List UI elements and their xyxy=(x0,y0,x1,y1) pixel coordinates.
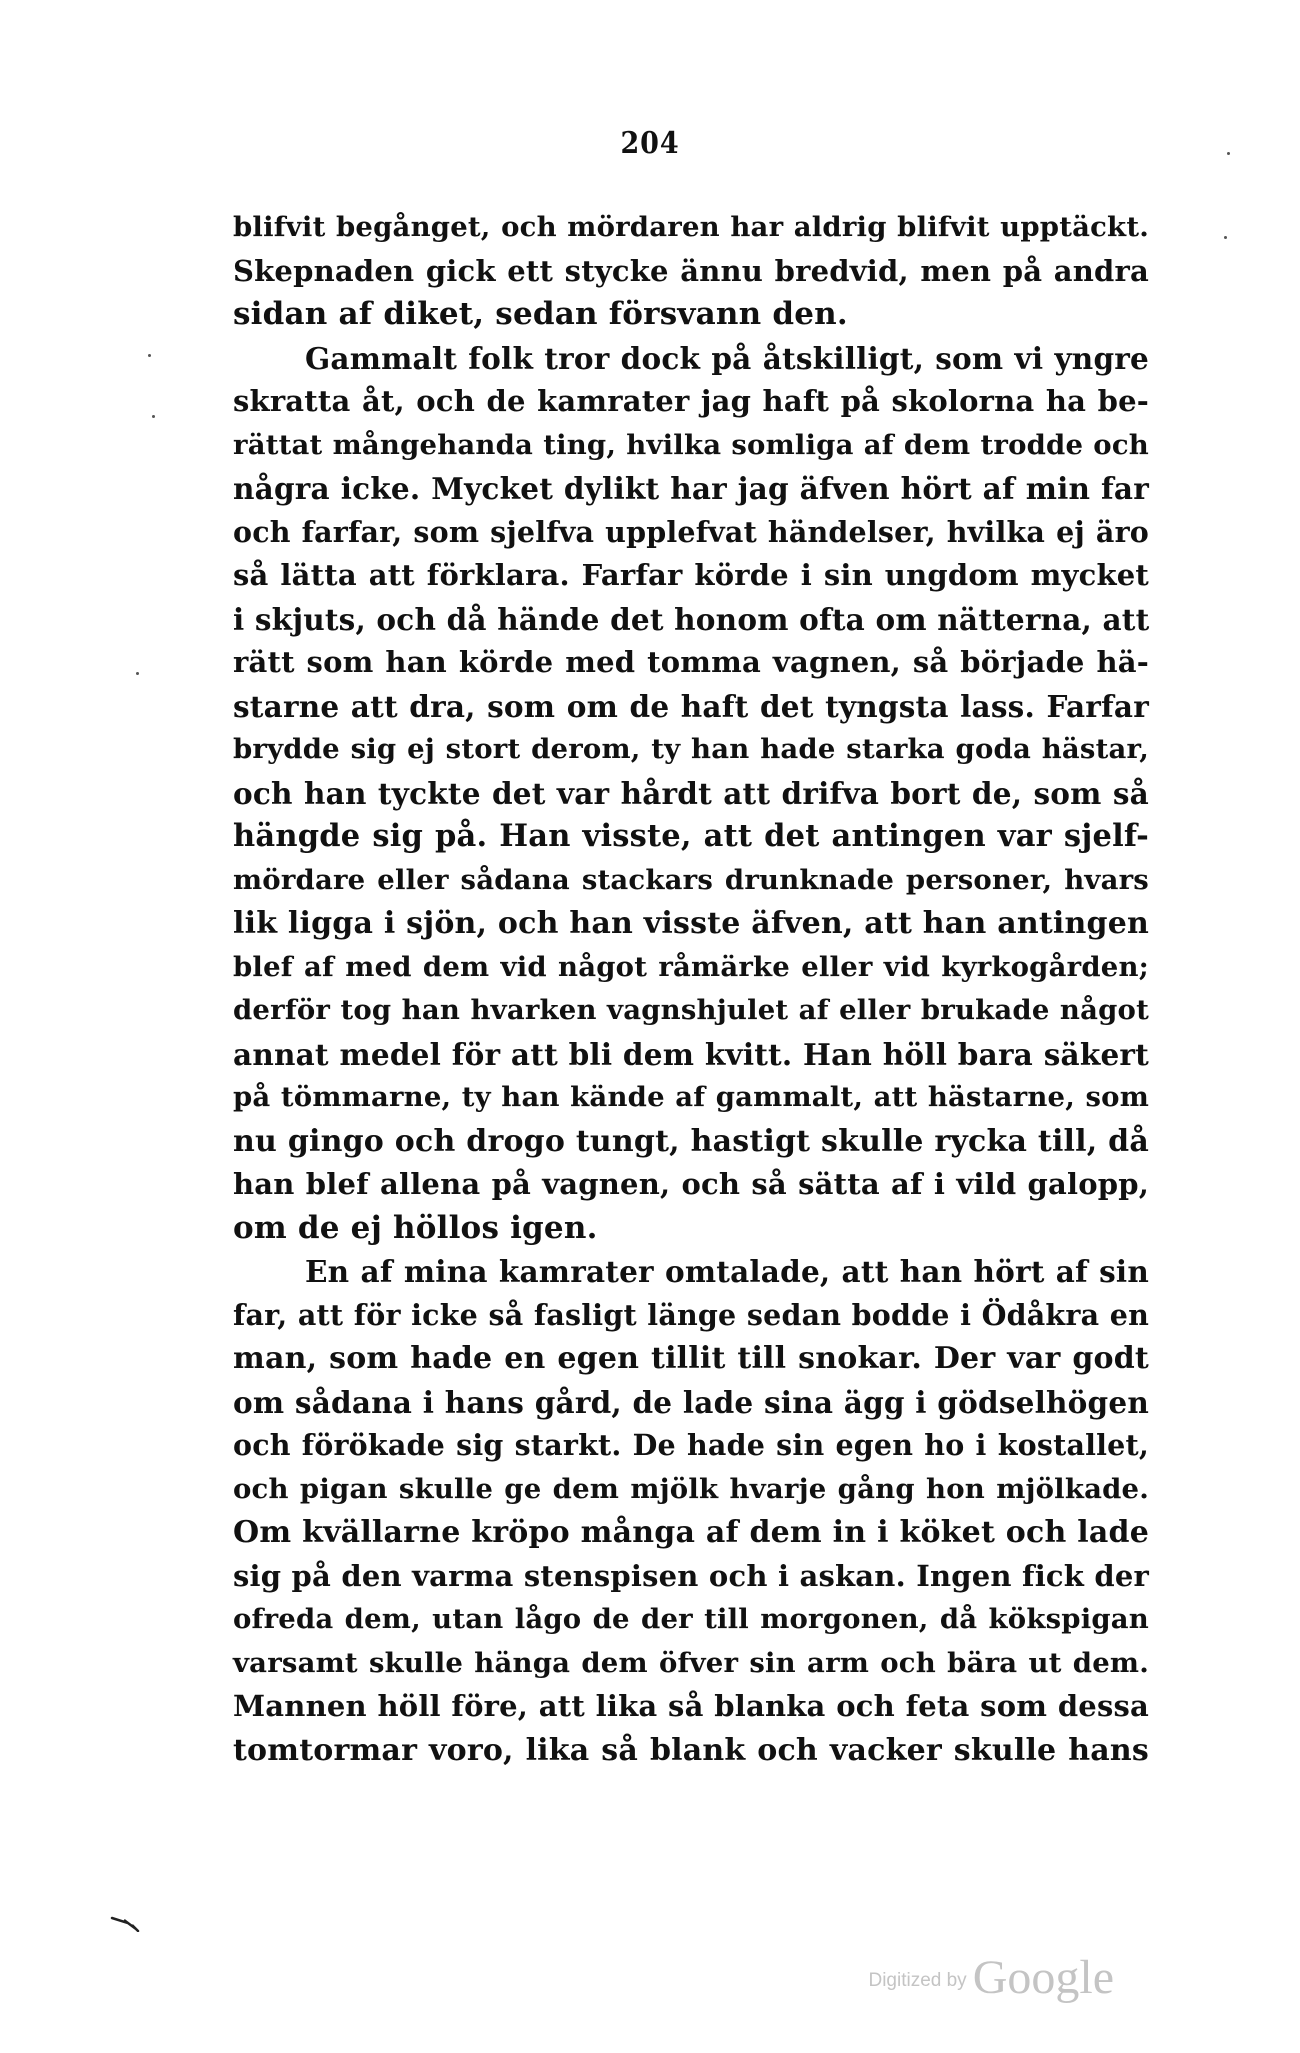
text-line: Om kvällarne kröpo många af dem in i köket och lade xyxy=(233,1515,1149,1550)
text-line: sig på den varma stenspisen och i askan. Ingen fick der xyxy=(233,1558,1149,1593)
text-line: En af mina kamrater omtalade, att han hört af sin xyxy=(305,1254,1149,1289)
paper-speck xyxy=(1224,236,1227,239)
text-line: och förökade sig starkt. De hade sin egen ho i kostallet, xyxy=(233,1428,1149,1462)
digitization-watermark xyxy=(868,1942,1114,2002)
text-line: far, att för icke så fasligt länge sedan bodde i Ödåkra en xyxy=(233,1297,1149,1332)
text-line: hängde sig på. Han visste, att det antingen var sjelf- xyxy=(233,818,1149,854)
text-line: mördare eller sådana stackars drunknade personer, hvars xyxy=(233,863,1149,896)
text-line: och han tyckte det var hårdt att drifva bort de, som så xyxy=(233,775,1149,811)
text-line: skratta åt, och de kamrater jag haft på skolorna ha be- xyxy=(233,384,1149,418)
text-line: Mannen höll före, att lika så blanka och feta som dessa xyxy=(233,1689,1149,1723)
body-text xyxy=(233,206,1149,1772)
text-line: derför tog han hvarken vagnshjulet af eller brukade något xyxy=(233,994,1149,1026)
paper-speck xyxy=(136,672,139,675)
text-line: annat medel för att bli dem kvitt. Han höll bara säkert xyxy=(233,1036,1149,1072)
text-line: om sådana i hans gård, de lade sina ägg i gödselhögen xyxy=(233,1384,1149,1420)
text-line: lik ligga i sjön, och han visste äfven, att han antingen xyxy=(233,906,1149,941)
text-line: några icke. Mycket dylikt har jag äfven hört af min far xyxy=(233,471,1149,506)
text-line: Skepnaden gick ett stycke ännu bredvid, men på andra xyxy=(233,253,1149,288)
paper-speck xyxy=(1227,152,1230,155)
text-line: man, som hade en egen tillit till snokar. Der var godt xyxy=(233,1341,1149,1376)
text-line: blifvit begånget, och mördaren har aldrig blifvit upptäckt. xyxy=(233,211,1149,243)
text-line: varsamt skulle hänga dem öfver sin arm och bära ut dem. xyxy=(233,1646,1149,1679)
stray-ink-mark xyxy=(110,1916,140,1932)
text-line: så lätta att förklara. Farfar körde i sin ungdom mycket xyxy=(233,558,1149,592)
text-line: nu gingo och drogo tungt, hastigt skulle rycka till, då xyxy=(233,1123,1149,1159)
text-line: och pigan skulle ge dem mjölk hvarje gång hon mjölkade. xyxy=(233,1472,1149,1505)
paper-speck xyxy=(148,354,151,357)
paper-speck xyxy=(152,415,155,418)
text-line: rättat mångehanda ting, hvilka somliga af dem trodde och xyxy=(233,428,1149,461)
text-line: Gammalt folk tror dock på åtskilligt, som vi yngre xyxy=(305,340,1149,376)
text-line: han blef allena på vagnen, och så sätta af i vild galopp, xyxy=(233,1167,1149,1201)
text-line: starne att dra, som om de haft det tyngsta lass. Farfar xyxy=(233,688,1149,724)
text-line: ofreda dem, utan lågo de der till morgonen, då kökspigan xyxy=(233,1603,1149,1635)
text-line: sidan af diket, sedan försvann den. xyxy=(233,296,848,332)
watermark-prefix: Digitized by xyxy=(868,1970,967,1991)
text-line: blef af med dem vid något råmärke eller vid kyrkogården; xyxy=(233,950,1149,983)
text-line: på tömmarne, ty han kände af gammalt, att hästarne, som xyxy=(233,1081,1149,1113)
text-line: i skjuts, och då hände det honom ofta om nätterna, att xyxy=(233,601,1150,637)
text-line: och farfar, som sjelfva upplefvat händelser, hvilka ej äro xyxy=(233,514,1149,549)
text-line: rätt som han körde med tomma vagnen, så började hä- xyxy=(233,645,1149,679)
text-line: om de ej höllos igen. xyxy=(233,1209,598,1246)
watermark-brand: Google xyxy=(972,1951,1114,2004)
text-line: brydde sig ej stort derom, ty han hade starka goda hästar, xyxy=(233,733,1149,765)
page-number: 204 xyxy=(620,126,680,161)
text-line: tomtormar voro, lika så blank och vacker skulle hans xyxy=(233,1732,1149,1768)
